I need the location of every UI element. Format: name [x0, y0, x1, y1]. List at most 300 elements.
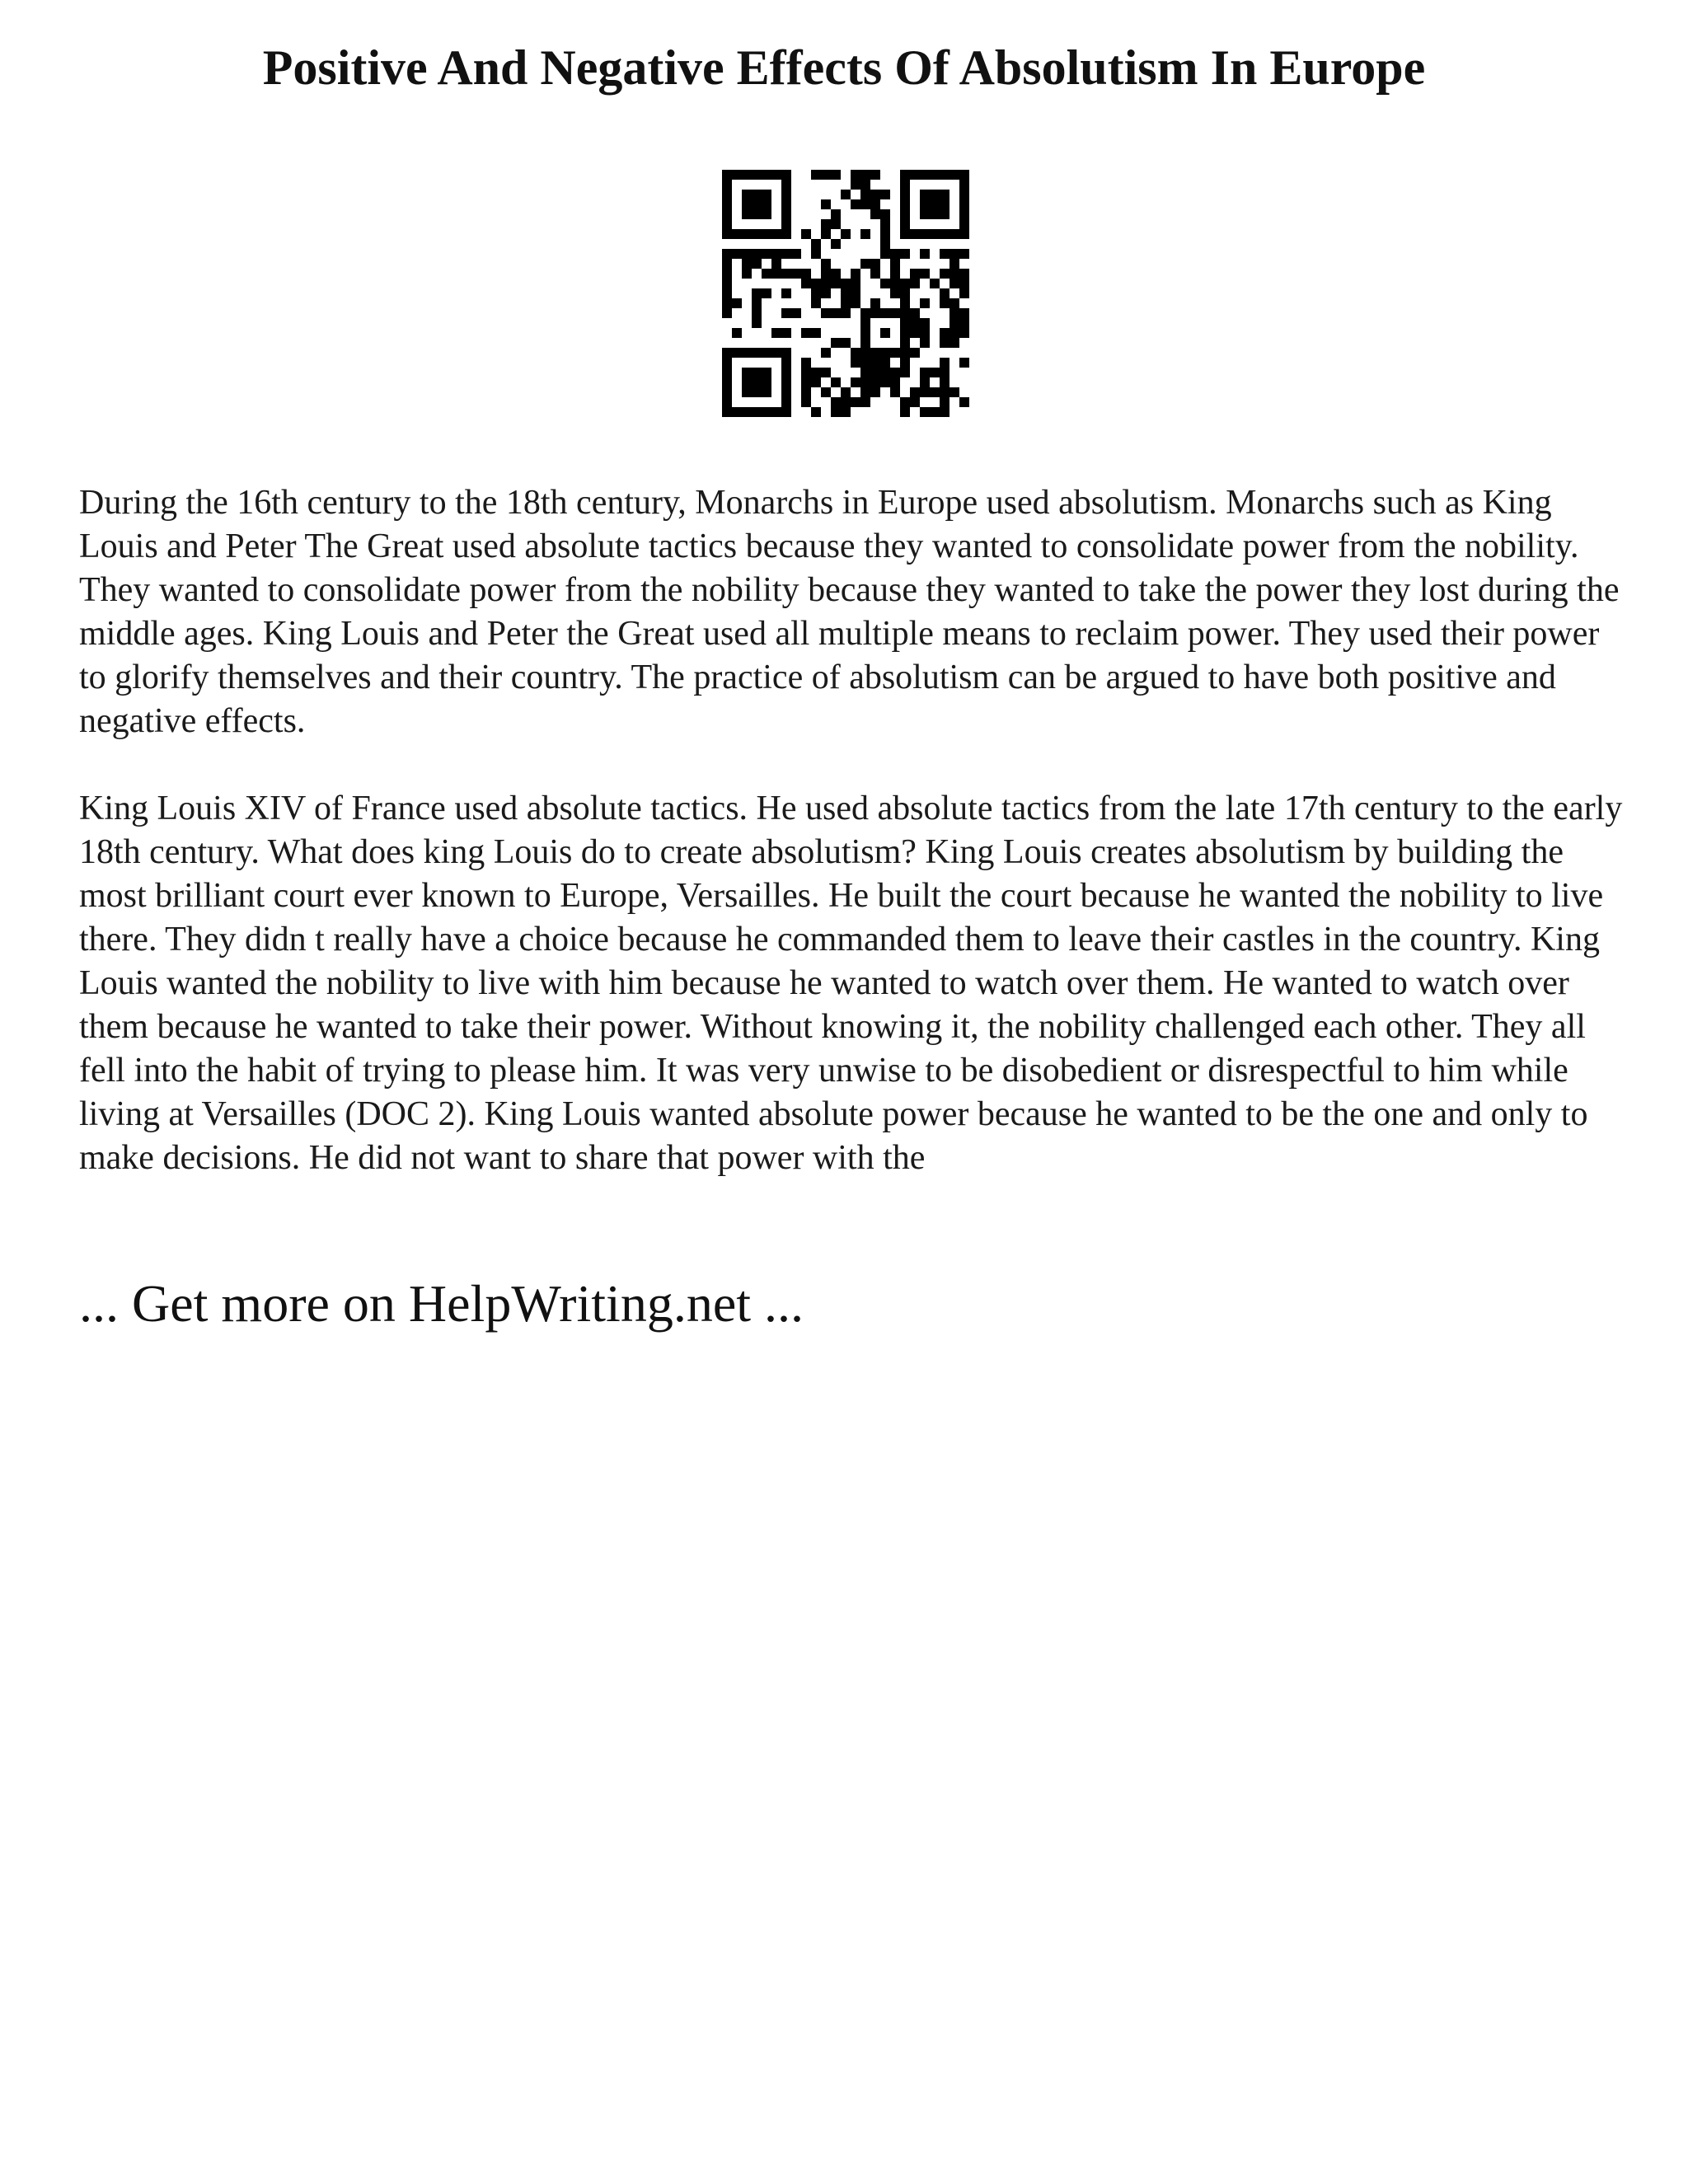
- qr-module: [910, 229, 920, 239]
- qr-module: [959, 358, 969, 368]
- qr-module: [890, 288, 900, 298]
- qr-module: [890, 377, 900, 387]
- qr-module: [771, 348, 781, 358]
- qr-module: [950, 338, 959, 348]
- qr-module: [791, 249, 801, 259]
- qr-module: [801, 368, 811, 377]
- qr-module: [860, 199, 870, 209]
- qr-module: [742, 229, 752, 239]
- qr-module: [762, 170, 771, 180]
- qr-module: [900, 199, 910, 209]
- qr-module: [781, 387, 791, 397]
- qr-module: [900, 249, 910, 259]
- qr-module: [880, 328, 890, 338]
- qr-module: [831, 279, 841, 288]
- qr-module: [900, 209, 910, 219]
- qr-module: [742, 209, 752, 219]
- qr-module: [940, 269, 950, 279]
- qr-module: [920, 190, 930, 199]
- qr-module: [781, 368, 791, 377]
- qr-module: [781, 209, 791, 219]
- qr-module: [950, 229, 959, 239]
- qr-module: [742, 170, 752, 180]
- qr-module: [811, 239, 821, 249]
- qr-module: [910, 328, 920, 338]
- qr-module: [940, 288, 950, 298]
- qr-module: [851, 348, 860, 358]
- paragraph-king-louis: King Louis XIV of France used absolute tactics. He used absolute tactics from the late 17th century to the early 18th century. What does king Louis do to create absolutism? King Louis creates absolutism by building the most brilliant court ever known to Europe, Versailles. He built the court because he wanted the nobility to live there. They didn t really have a choice because he commanded them to leave their castles in the country. King Louis wanted the nobility to live with him because he wanted to watch over them. He wanted to watch over them because he wanted to take their power. Without knowing it, the nobility challenged each other. They all fell into the habit of trying to please him. It was very unwise to be disobedient or disrespectful to him while living at Versailles (DOC 2). King Louis wanted absolute power because he wanted to be the one and only to make decisions. He did not want to share that power with the: [79, 790, 1623, 1177]
- qr-module: [900, 170, 910, 180]
- qr-module: [890, 249, 900, 259]
- qr-module: [910, 348, 920, 358]
- qr-module: [860, 397, 870, 407]
- qr-module: [930, 387, 940, 397]
- qr-module: [781, 377, 791, 387]
- qr-module: [762, 387, 771, 397]
- qr-module: [762, 377, 771, 387]
- qr-module: [752, 288, 762, 298]
- qr-module: [900, 358, 910, 368]
- qr-module: [752, 170, 762, 180]
- qr-module: [752, 407, 762, 417]
- qr-module: [940, 170, 950, 180]
- qr-module: [930, 209, 940, 219]
- qr-module: [851, 269, 860, 279]
- qr-module: [920, 249, 930, 259]
- qr-module: [880, 368, 890, 377]
- qr-module: [900, 338, 910, 348]
- qr-module: [959, 229, 969, 239]
- qr-module: [801, 269, 811, 279]
- qr-module: [762, 269, 771, 279]
- qr-module: [930, 368, 940, 377]
- qr-module: [900, 298, 910, 308]
- qr-module: [900, 219, 910, 229]
- qr-module: [860, 190, 870, 199]
- qr-module: [880, 279, 890, 288]
- qr-module: [752, 308, 762, 318]
- qr-module: [890, 387, 900, 397]
- qr-module: [781, 190, 791, 199]
- qr-module: [870, 209, 880, 219]
- qr-module: [940, 209, 950, 219]
- qr-module: [870, 259, 880, 269]
- qr-module: [801, 229, 811, 239]
- qr-module: [722, 377, 732, 387]
- qr-module: [959, 170, 969, 180]
- qr-module: [930, 199, 940, 209]
- qr-module: [801, 377, 811, 387]
- qr-module: [752, 348, 762, 358]
- qr-module: [841, 298, 851, 308]
- qr-module: [742, 190, 752, 199]
- qr-module: [959, 318, 969, 328]
- qr-module: [851, 397, 860, 407]
- qr-module: [841, 387, 851, 397]
- qr-module: [732, 328, 742, 338]
- qr-module: [940, 190, 950, 199]
- qr-module: [762, 190, 771, 199]
- qr-module: [900, 318, 910, 328]
- qr-module: [870, 348, 880, 358]
- qr-module: [959, 249, 969, 259]
- qr-module: [910, 318, 920, 328]
- qr-module: [821, 279, 831, 288]
- qr-module: [771, 259, 781, 269]
- qr-module: [940, 377, 950, 387]
- qr-module: [781, 308, 791, 318]
- qr-module: [831, 397, 841, 407]
- qr-module: [811, 368, 821, 377]
- qr-module: [959, 180, 969, 190]
- qr-module: [821, 308, 831, 318]
- qr-module: [920, 199, 930, 209]
- qr-module: [940, 199, 950, 209]
- qr-module: [722, 259, 732, 269]
- qr-module: [801, 328, 811, 338]
- qr-module: [890, 348, 900, 358]
- qr-module: [950, 170, 959, 180]
- qr-module: [920, 328, 930, 338]
- qr-module: [860, 328, 870, 338]
- qr-module: [940, 229, 950, 239]
- qr-module: [900, 229, 910, 239]
- qr-module: [831, 269, 841, 279]
- qr-module: [771, 328, 781, 338]
- qr-module: [900, 407, 910, 417]
- qr-module: [742, 269, 752, 279]
- qr-module: [900, 180, 910, 190]
- qr-module: [950, 279, 959, 288]
- qr-module: [742, 377, 752, 387]
- qr-module: [781, 229, 791, 239]
- qr-module: [722, 288, 732, 298]
- qr-module: [762, 229, 771, 239]
- qr-module: [870, 269, 880, 279]
- qr-module: [781, 397, 791, 407]
- qr-module: [910, 269, 920, 279]
- qr-module: [870, 170, 880, 180]
- qr-module: [722, 368, 732, 377]
- article-body: [79, 481, 1629, 1224]
- qr-module: [910, 308, 920, 318]
- qr-module: [732, 298, 742, 308]
- qr-module: [860, 377, 870, 387]
- qr-module: [791, 308, 801, 318]
- qr-module: [781, 219, 791, 229]
- qr-module: [771, 229, 781, 239]
- qr-module: [801, 387, 811, 397]
- qr-module: [851, 358, 860, 368]
- qr-module: [811, 249, 821, 259]
- qr-module: [732, 170, 742, 180]
- qr-module: [752, 368, 762, 377]
- qr-module: [959, 209, 969, 219]
- qr-module: [752, 249, 762, 259]
- qr-module: [940, 397, 950, 407]
- qr-module: [900, 328, 910, 338]
- qr-module: [821, 368, 831, 377]
- qr-module: [742, 368, 752, 377]
- qr-module: [811, 407, 821, 417]
- qr-module: [880, 219, 890, 229]
- qr-module: [762, 199, 771, 209]
- qr-module: [821, 269, 831, 279]
- qr-module: [722, 219, 732, 229]
- qr-module: [920, 338, 930, 348]
- qr-module: [821, 219, 831, 229]
- qr-module: [732, 229, 742, 239]
- qr-module: [851, 199, 860, 209]
- qr-module: [950, 259, 959, 269]
- qr-module: [959, 288, 969, 298]
- qr-module: [752, 318, 762, 328]
- qr-module: [781, 348, 791, 358]
- qr-module: [742, 259, 752, 269]
- qr-module: [890, 279, 900, 288]
- qr-module: [811, 298, 821, 308]
- qr-module: [722, 269, 732, 279]
- qr-module: [870, 190, 880, 199]
- qr-module: [722, 249, 732, 259]
- qr-module: [870, 298, 880, 308]
- qr-module: [752, 190, 762, 199]
- qr-module: [841, 397, 851, 407]
- qr-module: [851, 377, 860, 387]
- qr-module: [860, 229, 870, 239]
- qr-module: [821, 199, 831, 209]
- qr-module: [920, 170, 930, 180]
- qr-module: [880, 377, 890, 387]
- qr-module: [762, 348, 771, 358]
- qr-module: [831, 219, 841, 229]
- qr-module: [870, 308, 880, 318]
- qr-module: [722, 397, 732, 407]
- qr-module: [831, 170, 841, 180]
- qr-module: [732, 249, 742, 259]
- qr-module: [910, 279, 920, 288]
- qr-module: [811, 279, 821, 288]
- qr-module: [950, 269, 959, 279]
- qr-module: [880, 209, 890, 219]
- qr-module: [811, 170, 821, 180]
- qr-module: [831, 239, 841, 249]
- qr-module: [742, 199, 752, 209]
- qr-module: [959, 328, 969, 338]
- qr-module: [801, 358, 811, 368]
- qr-module: [930, 407, 940, 417]
- qr-module: [890, 308, 900, 318]
- qr-module: [860, 180, 870, 190]
- qr-module: [920, 229, 930, 239]
- qr-module: [900, 397, 910, 407]
- qr-module: [870, 368, 880, 377]
- get-more-link[interactable]: ... Get more on HelpWriting.net ...: [79, 1274, 804, 1333]
- qr-module: [762, 368, 771, 377]
- qr-module: [722, 308, 732, 318]
- qr-module: [722, 170, 732, 180]
- qr-module: [900, 279, 910, 288]
- qr-module: [781, 407, 791, 417]
- qr-module: [781, 249, 791, 259]
- qr-module: [920, 209, 930, 219]
- qr-module: [781, 269, 791, 279]
- qr-module: [811, 328, 821, 338]
- qr-module: [841, 190, 851, 199]
- qr-module: [900, 190, 910, 199]
- qr-module: [841, 229, 851, 239]
- qr-module: [821, 170, 831, 180]
- qr-module: [762, 407, 771, 417]
- qr-module: [752, 259, 762, 269]
- qr-module: [950, 318, 959, 328]
- qr-module: [821, 387, 831, 397]
- qr-module: [752, 209, 762, 219]
- qr-module: [841, 338, 851, 348]
- qr-module: [880, 229, 890, 239]
- qr-module: [930, 279, 940, 288]
- qr-module: [870, 387, 880, 397]
- qr-module: [920, 298, 930, 308]
- qr-module: [870, 358, 880, 368]
- qr-module: [959, 397, 969, 407]
- qr-module: [950, 298, 959, 308]
- qr-module: [831, 308, 841, 318]
- qr-module: [781, 358, 791, 368]
- qr-module: [742, 249, 752, 259]
- qr-module: [880, 249, 890, 259]
- qr-module: [910, 387, 920, 397]
- paragraph-intro: During the 16th century to the 18th century, Monarchs in Europe used absolutism. Monarchs such as King Louis and Peter The Great used absolute tactics because they wanted to consolidate power from the nobility. They wanted to consolidate power from the nobility because they wanted to take the power they lost during the middle ages. King Louis and Peter the Great used all multiple means to reclaim power. They used their power to glorify themselves and their country. The practice of absolutism can be argued to have both positive and negative effects.: [79, 484, 1620, 740]
- qr-module: [762, 249, 771, 259]
- qr-module: [950, 387, 959, 397]
- qr-module: [771, 249, 781, 259]
- qr-module: [831, 407, 841, 417]
- qr-module: [940, 368, 950, 377]
- qr-module: [860, 308, 870, 318]
- qr-code-icon[interactable]: [722, 170, 969, 417]
- qr-module: [880, 358, 890, 368]
- qr-module: [831, 338, 841, 348]
- qr-module: [959, 219, 969, 229]
- qr-module: [781, 328, 791, 338]
- qr-module: [940, 407, 950, 417]
- qr-module: [860, 318, 870, 328]
- qr-module: [860, 259, 870, 269]
- qr-module: [722, 229, 732, 239]
- qr-module: [920, 318, 930, 328]
- qr-module: [950, 308, 959, 318]
- qr-module: [950, 249, 959, 259]
- qr-module: [752, 229, 762, 239]
- qr-module: [722, 209, 732, 219]
- qr-module: [801, 279, 811, 288]
- qr-module: [900, 348, 910, 358]
- qr-module: [940, 249, 950, 259]
- qr-module: [890, 269, 900, 279]
- qr-module: [752, 298, 762, 308]
- qr-module: [722, 298, 732, 308]
- qr-module: [959, 269, 969, 279]
- qr-module: [742, 407, 752, 417]
- qr-module: [870, 377, 880, 387]
- qr-module: [821, 288, 831, 298]
- qr-module: [722, 279, 732, 288]
- qr-module: [920, 407, 930, 417]
- qr-module: [821, 259, 831, 269]
- qr-module: [771, 269, 781, 279]
- qr-module: [860, 387, 870, 397]
- qr-module: [880, 239, 890, 249]
- qr-module: [781, 170, 791, 180]
- qr-module: [920, 387, 930, 397]
- qr-module: [860, 338, 870, 348]
- qr-module: [762, 288, 771, 298]
- qr-module: [742, 387, 752, 397]
- page-title: Positive And Negative Effects Of Absolutism In Europe: [262, 40, 1426, 95]
- qr-module: [870, 199, 880, 209]
- qr-module: [722, 348, 732, 358]
- qr-module: [900, 288, 910, 298]
- qr-module: [831, 209, 841, 219]
- qr-module: [940, 298, 950, 308]
- qr-module: [880, 190, 890, 199]
- qr-module: [851, 170, 860, 180]
- qr-module: [831, 377, 841, 387]
- qr-module: [752, 387, 762, 397]
- qr-module: [860, 368, 870, 377]
- qr-module: [940, 338, 950, 348]
- qr-module: [752, 199, 762, 209]
- qr-module: [900, 368, 910, 377]
- qr-module: [890, 259, 900, 269]
- qr-module: [940, 358, 950, 368]
- qr-module: [771, 170, 781, 180]
- qr-module: [791, 269, 801, 279]
- qr-module: [860, 170, 870, 180]
- qr-module: [880, 348, 890, 358]
- qr-module: [781, 288, 791, 298]
- qr-module: [851, 298, 860, 308]
- qr-module: [959, 279, 969, 288]
- qr-module: [940, 328, 950, 338]
- qr-module: [841, 407, 851, 417]
- qr-module: [762, 209, 771, 219]
- qr-module: [920, 269, 930, 279]
- qr-module: [910, 170, 920, 180]
- qr-module: [732, 407, 742, 417]
- qr-module: [722, 199, 732, 209]
- qr-module: [821, 348, 831, 358]
- qr-module: [841, 288, 851, 298]
- qr-module: [959, 199, 969, 209]
- qr-module: [722, 358, 732, 368]
- qr-module: [742, 348, 752, 358]
- qr-module: [930, 229, 940, 239]
- qr-module: [781, 199, 791, 209]
- qr-module: [950, 328, 959, 338]
- qr-module: [959, 190, 969, 199]
- qr-module: [781, 180, 791, 190]
- qr-module: [920, 377, 930, 387]
- qr-module: [860, 358, 870, 368]
- qr-module: [722, 387, 732, 397]
- qr-module: [900, 308, 910, 318]
- qr-module: [851, 288, 860, 298]
- qr-module: [851, 279, 860, 288]
- qr-module: [930, 190, 940, 199]
- qr-module: [841, 279, 851, 288]
